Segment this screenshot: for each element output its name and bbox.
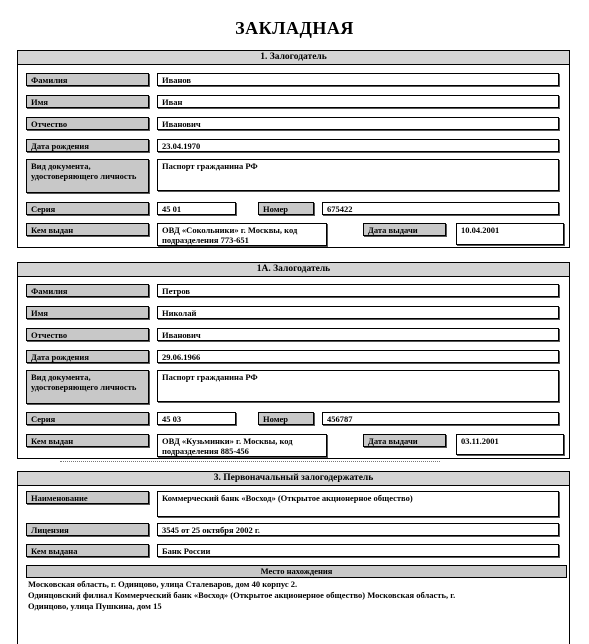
surname-label: Фамилия [26,73,149,86]
location-line-2: Одинцовский филиал Коммерческий банк «Восход» (Открытое акционерное общество) Московская область, г. [28,590,456,600]
issue-date-field[interactable]: 03.11.2001 [456,434,564,455]
birth-date-label: Дата рождения [26,139,149,152]
license-issuer-field[interactable]: Банк России [157,544,559,557]
license-issuer-label: Кем выдана [26,544,149,557]
issue-date-label: Дата выдачи [363,434,446,447]
name-label: Имя [26,95,149,108]
pledgor-2-header: 1А. Залогодатель [17,262,570,277]
issued-by-label: Кем выдан [26,223,149,236]
name-field[interactable]: Николай [157,306,559,319]
patronymic-label: Отчество [26,117,149,130]
name-label: Имя [26,306,149,319]
number-label: Номер [258,412,314,425]
holder-section [17,472,570,644]
pledgor-2-section [17,263,570,459]
issued-by-label: Кем выдан [26,434,149,447]
number-label: Номер [258,202,314,215]
id-document-label: Вид документа, удостоверяющего личность [26,370,149,404]
issued-by-field[interactable]: ОВД «Сокольники» г. Москвы, код подразделения 773-651 [157,223,327,246]
location-line-1: Московская область, г. Одинцово, улица Сталеваров, дом 40 корпус 2. [28,579,298,589]
pledgor-1-section [17,51,570,248]
location-line-3: Одинцово, улица Пушкина, дом 15 [28,601,162,611]
license-label: Лицензия [26,523,149,536]
birth-date-label: Дата рождения [26,350,149,363]
issue-date-field[interactable]: 10.04.2001 [456,223,564,245]
surname-field[interactable]: Петров [157,284,559,297]
bank-name-field[interactable]: Коммерческий банк «Восход» (Открытое акционерное общество) [157,491,559,517]
series-label: Серия [26,412,149,425]
patronymic-field[interactable]: Иванович [157,117,559,130]
location-header: Место нахождения [26,565,567,578]
birth-date-field[interactable]: 23.04.1970 [157,139,559,152]
dotted-divider [60,461,440,468]
issue-date-label: Дата выдачи [363,223,446,236]
id-document-field[interactable]: Паспорт гражданина РФ [157,159,559,191]
issued-by-field[interactable]: ОВД «Кузьминки» г. Москвы, код подразделения 885-456 [157,434,327,457]
number-field[interactable]: 456787 [322,412,559,425]
series-label: Серия [26,202,149,215]
patronymic-label: Отчество [26,328,149,341]
number-field[interactable]: 675422 [322,202,559,215]
name-field[interactable]: Иван [157,95,559,108]
series-field[interactable]: 45 01 [157,202,236,215]
document-title: ЗАКЛАДНАЯ [235,18,354,38]
license-field[interactable]: 3545 от 25 октября 2002 г. [157,523,559,536]
id-document-field[interactable]: Паспорт гражданина РФ [157,370,559,402]
series-field[interactable]: 45 03 [157,412,236,425]
patronymic-field[interactable]: Иванович [157,328,559,341]
surname-label: Фамилия [26,284,149,297]
holder-header: 3. Первоначальный залогодержатель [17,471,570,486]
id-document-label: Вид документа, удостоверяющего личность [26,159,149,193]
bank-name-label: Наименование [26,491,149,504]
surname-field[interactable]: Иванов [157,73,559,86]
pledgor-1-header: 1. Залогодатель [17,50,570,65]
birth-date-field[interactable]: 29.06.1966 [157,350,559,363]
